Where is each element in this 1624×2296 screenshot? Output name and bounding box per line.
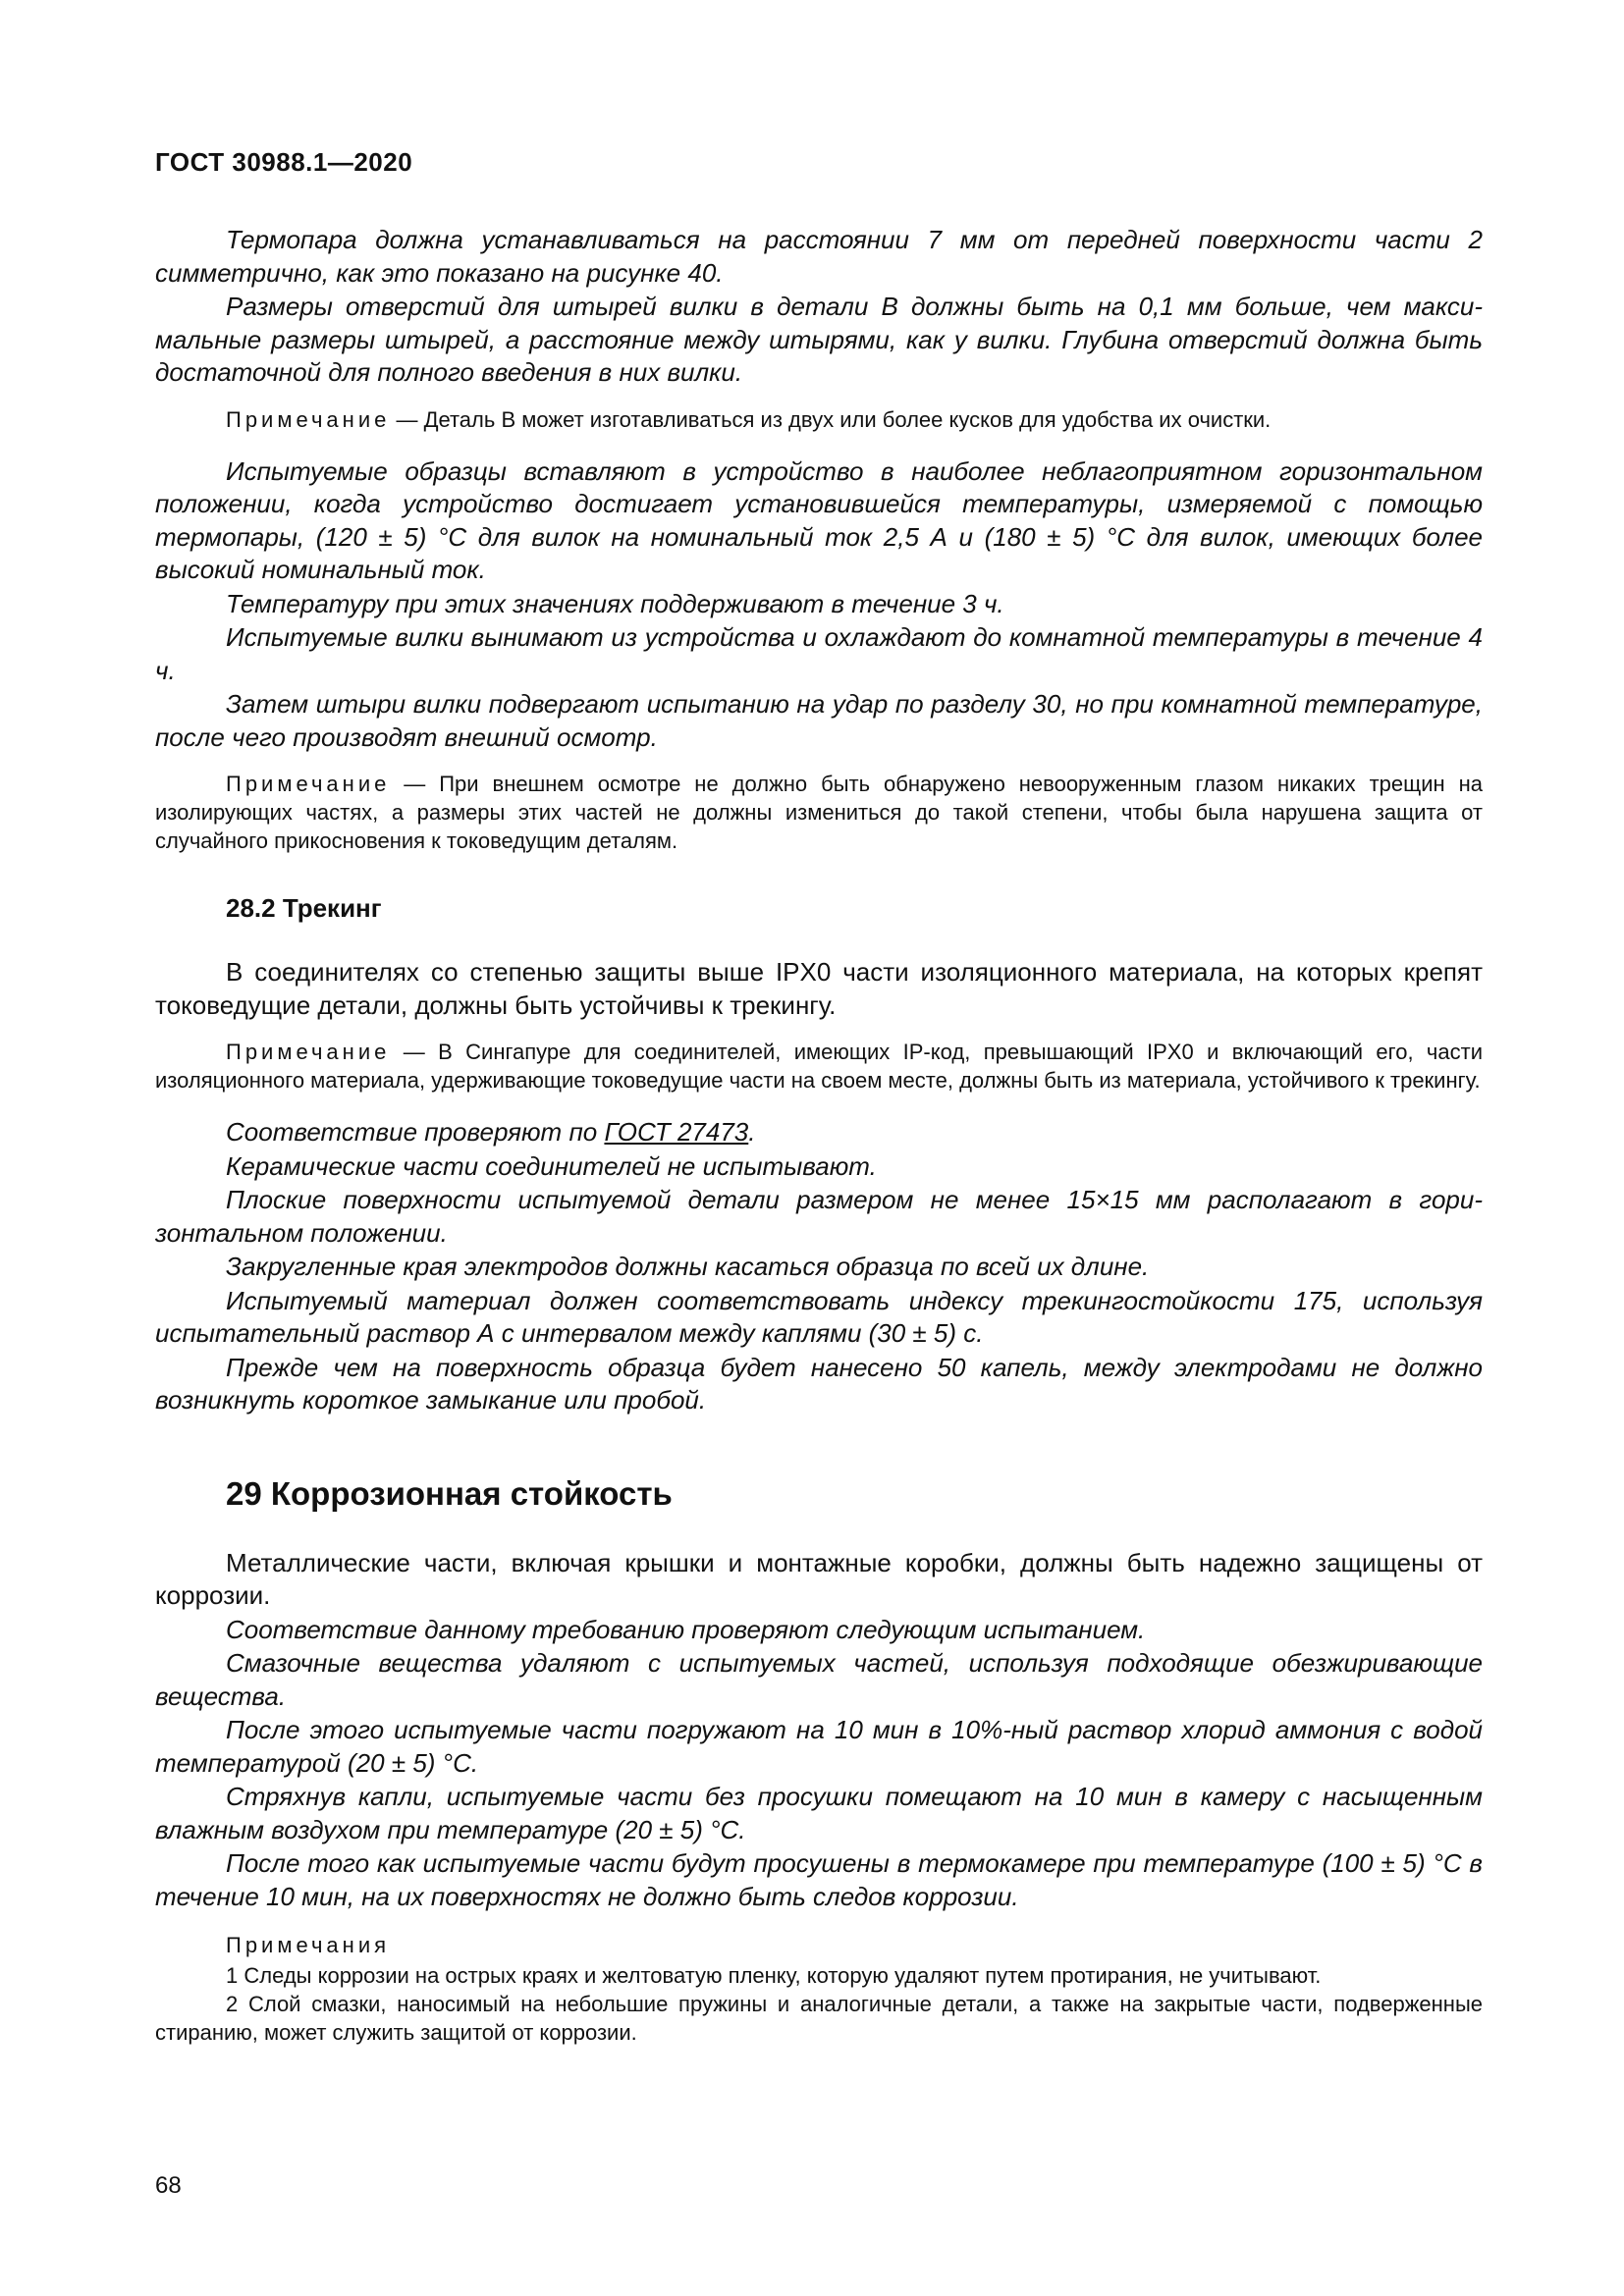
- paragraph: Испытуемый материал должен соответствовать индексу трекингостойкости 175, используя испытательный раствор А с интервалом между каплями (30 ± 5) с.: [155, 1285, 1483, 1348]
- standard-reference-link[interactable]: ГОСТ 27473: [604, 1117, 749, 1147]
- paragraph: Металлические части, включая крышки и монтажные коробки, должны быть надежно защищены от коррозии.: [155, 1547, 1483, 1610]
- page-content: [155, 224, 1483, 2047]
- note-text: — При внешнем осмотре не должно быть обнаружено невооруженным глазом никаких трещин на изолирующих частях, а размеры этих частей не должны измениться до такой степени, чтобы была нарушена защита от случайного прикосновения к токоведущим деталям.: [155, 772, 1483, 853]
- paragraph: Температуру при этих значениях поддерживают в течение 3 ч.: [226, 588, 1004, 618]
- document-header: ГОСТ 30988.1—2020: [155, 147, 413, 177]
- paragraph: Затем штыри вилки подвергают испытанию на удар по разделу 30, но при комнатной температуре, после чего производят внешний осмотр.: [155, 689, 1483, 752]
- note-text: — В Сингапуре для соединителей, имеющих IP-код, превышающий IPX0 и включающий его, части изоляционного материала, удерживающие токоведущие части на своем месте, должны быть из материала, устойчивого к трекингу.: [155, 1040, 1483, 1093]
- note: [155, 1038, 1483, 1095]
- paragraph: Прежде чем на поверхность образца будет нанесено 50 капель, между электродами не должно возникнуть короткое замыкание или пробой.: [155, 1352, 1483, 1415]
- paragraph: Испытуемые вилки вынимают из устройства и охлаждают до комнатной температуры в течение 4 ч.: [155, 622, 1483, 685]
- page-number: 68: [155, 2172, 182, 2199]
- note-text: — Деталь В может изготавливаться из двух или более кусков для удобства их очистки.: [390, 406, 1272, 432]
- paragraph: Размеры отверстий для штырей вилки в детали В должны быть на 0,1 мм больше, чем максимальные размеры штырей, а расстояние между штырями, как у вилки. Глубина отверстий должна быть достаточной для полного введения в них вилки.: [155, 292, 1483, 387]
- paragraph: После того как испытуемые части будут просушены в термокамере при температуре (100 ± 5) °С в течение 10 мин, на их поверхностях не должно быть следов коррозии.: [155, 1848, 1483, 1911]
- paragraph: [155, 1116, 1483, 1149]
- paragraph: Термопара должна устанавливаться на расстоянии 7 мм от передней поверхности части 2 симметрично, как это показано на рисунке 40.: [155, 225, 1483, 288]
- note: 1 Следы коррозии на острых краях и желтоватую пленку, которую удаляют путем протирания, не учитывают.: [226, 1963, 1322, 1988]
- paragraph: Плоские поверхности испытуемой детали размером не менее 15×15 мм располагают в горизонтальном положении.: [155, 1185, 1483, 1248]
- paragraph: После этого испытуемые части погружают на 10 мин в 10%-ный раствор хлорид аммония с водой температурой (20 ± 5) °С.: [155, 1715, 1483, 1778]
- paragraph: Смазочные вещества удаляют с испытуемых частей, используя подходящие обезжиривающие вещества.: [155, 1648, 1483, 1711]
- text: .: [748, 1117, 756, 1147]
- paragraph: Испытуемые образцы вставляют в устройство в наиболее неблагоприятном горизонтальном положении, когда устройство достигает установившейся температуры, измеряемой с помощью термопары, (120 ± 5) °С для вилок на номинальный ток 2,5 А и (180 ± 5) °С для вилок, имеющих более высокий номинальный ток.: [155, 455, 1483, 584]
- text: Соответствие проверяют по: [226, 1117, 605, 1147]
- paragraph: Керамические части соединителей не испытывают.: [226, 1150, 877, 1181]
- note: [155, 770, 1483, 855]
- paragraph: В соединителях со степенью защиты выше IPX0 части изоляционного материала, на которых крепят токоведущие детали, должны быть устойчивы к трекингу.: [155, 957, 1483, 1020]
- paragraph: Соответствие данному требованию проверяют следующим испытанием.: [226, 1614, 1146, 1644]
- section-heading-29: 29 Коррозионная стойкость: [226, 1474, 673, 1512]
- note-label: Примечание: [226, 406, 391, 432]
- paragraph: Стряхнув капли, испытуемые части без просушки помещают на 10 мин в камеру с насыщенным влажным воздухом при температуре (20 ± 5) °С.: [155, 1782, 1483, 1844]
- paragraph: Закругленные края электродов должны касаться образца по всей их длине.: [226, 1252, 1150, 1281]
- note-label: Примечание: [226, 772, 391, 796]
- notes-title: Примечания: [226, 1933, 391, 1957]
- note: [155, 405, 1483, 434]
- note: 2 Слой смазки, наносимый на небольшие пружины и аналогичные детали, а также на закрытые части, подверженные стиранию, может служить защитой от коррозии.: [155, 1992, 1483, 2045]
- note-label: Примечание: [226, 1040, 391, 1064]
- section-heading-28-2: 28.2 Трекинг: [226, 893, 382, 923]
